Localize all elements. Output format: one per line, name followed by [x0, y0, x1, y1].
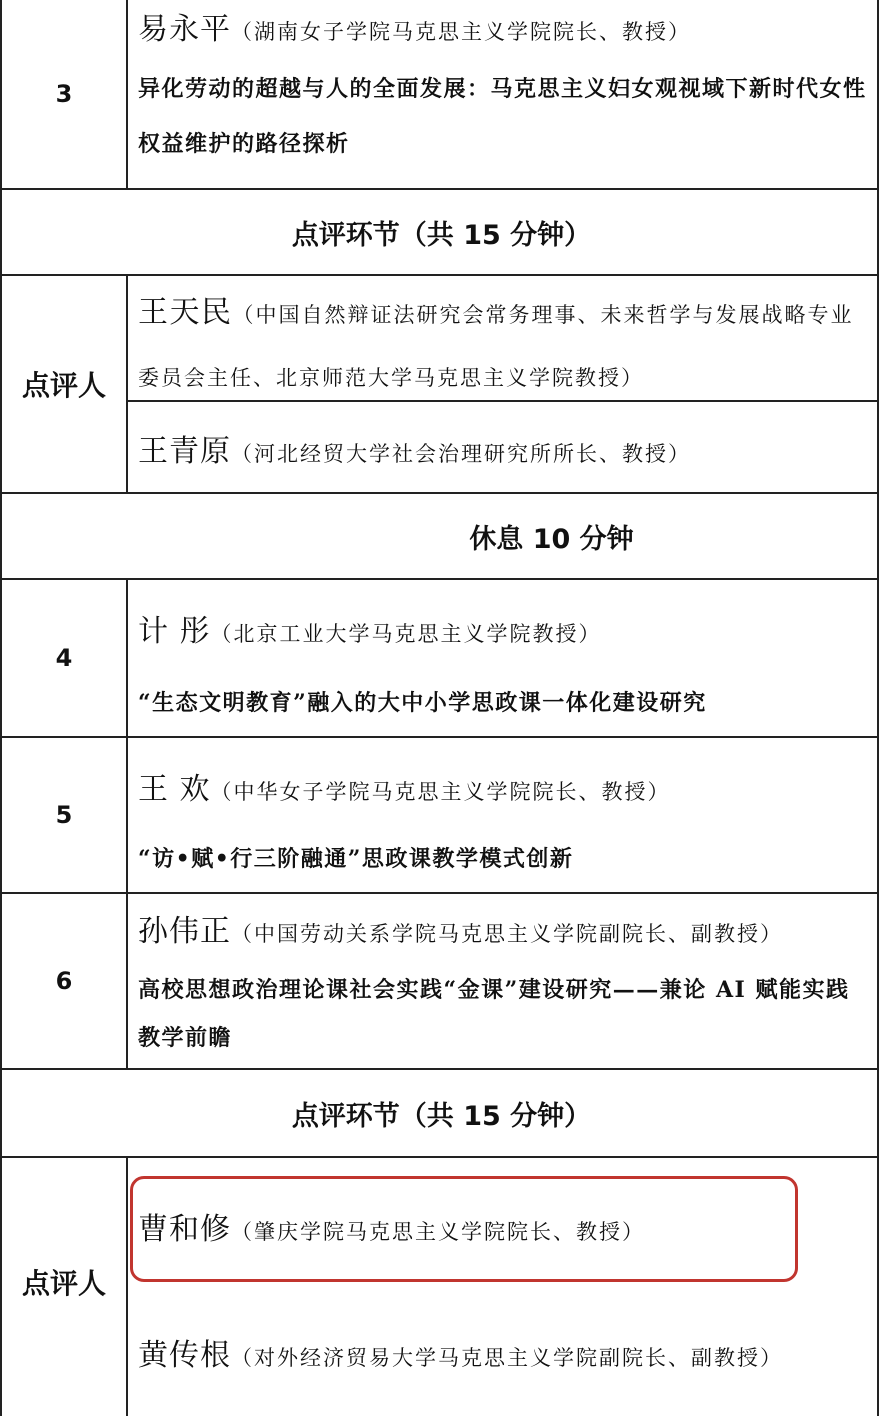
speaker-affiliation: （中国劳动关系学院马克思主义学院副院长、副教授） [231, 922, 783, 946]
row-number: 3 [2, 0, 128, 188]
speaker-affiliation: （湖南女子学院马克思主义学院院长、教授） [231, 20, 691, 44]
talk-cell [126, 738, 879, 892]
talk-title: “生态文明教育”融入的大中小学思政课一体化建设研究 [138, 690, 707, 716]
table-row-4 [2, 580, 879, 738]
reviewers-row [2, 1158, 879, 1416]
reviewer-name: 王天民 [138, 295, 233, 330]
break-banner [2, 494, 879, 580]
row-number: 5 [2, 738, 128, 892]
speaker [138, 906, 783, 950]
reviewer-affiliation: （河北经贸大学社会治理研究所所长、教授） [231, 442, 691, 466]
banner-text: 点评环节（共 15 分钟） [291, 219, 592, 251]
reviewer-name: 黄传根 [138, 1338, 231, 1373]
talk-title: 高校思想政治理论课社会实践“金课”建设研究——兼论 AI 赋能实践教学前瞻 [138, 977, 850, 1051]
row-number: 4 [2, 580, 128, 736]
reviewer-2 [138, 426, 691, 470]
comment-banner [2, 190, 879, 276]
speaker-affiliation: （中华女子学院马克思主义学院院长、教授） [210, 780, 671, 804]
speaker-affiliation: （北京工业大学马克思主义学院教授） [210, 622, 602, 646]
table-row-6 [2, 894, 879, 1070]
reviewer-1 [138, 1204, 645, 1248]
speaker [138, 4, 691, 48]
reviewer-1 [138, 282, 871, 410]
row-number: 6 [2, 894, 128, 1068]
talk-title: “访•赋•行三阶融通”思政课教学模式创新 [138, 846, 574, 872]
reviewers-row [2, 276, 879, 494]
speaker [138, 606, 602, 650]
reviewer-affiliation: （对外经济贸易大学马克思主义学院副院长、副教授） [231, 1346, 783, 1370]
reviewer-cell [126, 276, 879, 400]
speaker-name: 王 欢 [138, 772, 211, 807]
reviewer-affiliation: （肇庆学院马克思主义学院院长、教授） [231, 1220, 645, 1244]
speaker-name: 计 彤 [138, 614, 211, 649]
reviewer-name: 曹和修 [138, 1212, 231, 1247]
comment-banner [2, 1070, 879, 1158]
reviewer-affiliation: （中国自然辩证法研究会常务理事、未来哲学与发展战略专业委员会主任、北京师范大学马克思主义学院教授） [138, 303, 854, 390]
speaker [138, 764, 671, 808]
reviewer-cell [126, 1158, 879, 1416]
speaker-name: 易永平 [138, 12, 231, 47]
table-row-5 [2, 738, 879, 894]
talk-cell [126, 580, 879, 736]
reviewer-2 [138, 1330, 783, 1374]
talk-title: 异化劳动的超越与人的全面发展：马克思主义妇女观视域下新时代女性权益维护的路径探析 [138, 76, 867, 157]
reviewer-name: 王青原 [138, 434, 231, 469]
banner-text: 休息 10 分钟 [469, 523, 634, 555]
talk-cell [126, 0, 879, 188]
reviewers-label: 点评人 [2, 276, 128, 492]
speaker-name: 孙伟正 [138, 914, 231, 949]
reviewer-cell [126, 400, 879, 494]
banner-text: 点评环节（共 15 分钟） [291, 1100, 592, 1132]
table-row-3 [2, 0, 879, 190]
talk-cell [126, 894, 879, 1068]
reviewers-label: 点评人 [2, 1158, 128, 1416]
